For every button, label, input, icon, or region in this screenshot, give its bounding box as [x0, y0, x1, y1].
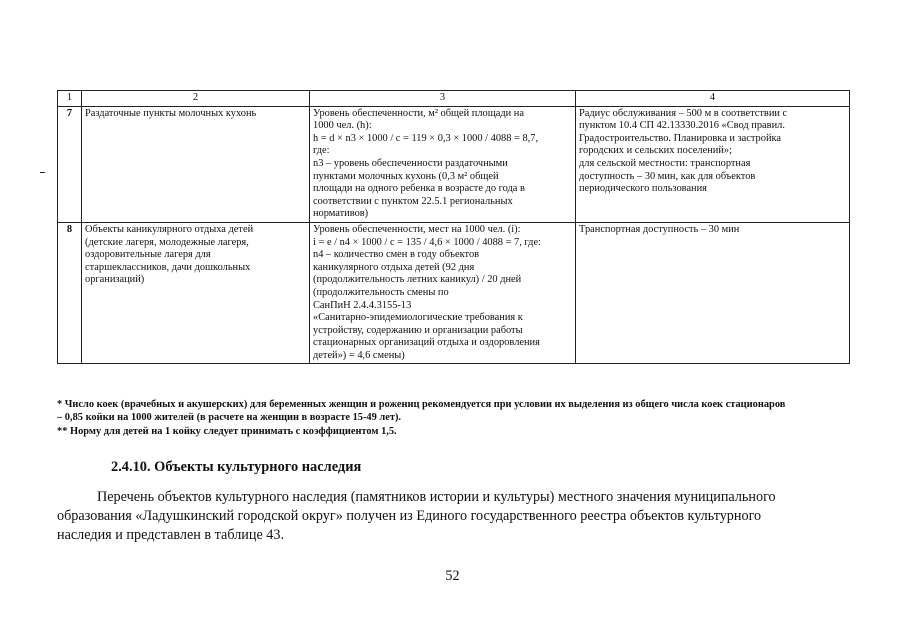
cell-line: n3 – уровень обеспеченности раздаточными	[313, 157, 508, 169]
row-number: 8	[58, 222, 82, 364]
footnote-line: ** Норму для детей на 1 койку следует принимать с коэффициентом 1,5.	[57, 425, 397, 437]
table-row	[58, 222, 850, 364]
cell-line: соответствии с пунктом 22.5.1 региональных	[313, 195, 513, 207]
cell-line: организаций)	[85, 274, 145, 286]
cell-line: детей») = 4,6 смены)	[313, 349, 405, 361]
cell-line: городских и сельских поселений»;	[579, 145, 732, 157]
cell-line: оздоровительные лагеря для	[85, 249, 211, 261]
cell-line: устройству, содержанию и организации работы	[313, 324, 523, 336]
col-header-2: 2	[82, 91, 310, 107]
cell-line: Уровень обеспеченности, м² общей площади на	[313, 107, 524, 119]
col-header-1: 1	[58, 91, 82, 107]
page-number: 52	[445, 568, 460, 584]
footnotes	[57, 398, 849, 438]
formula-cell	[310, 222, 576, 364]
cell-line: стационарных организаций отдыха и оздоровления	[313, 337, 540, 349]
cell-line: где:	[313, 145, 330, 157]
cell-line: h = d × n3 × 1000 / c = 119 × 0,3 × 1000 / 4088 = 8,7,	[313, 132, 539, 144]
formula-cell	[310, 106, 576, 222]
cell-line: старшеклассников, дачи дошкольных	[85, 261, 251, 273]
cell-line: пунктом 10.4 СП 42.13330.2016 «Свод правил.	[579, 120, 785, 132]
cell-line: Радиус обслуживания – 500 м в соответствии с	[579, 107, 788, 119]
cell-line: периодического пользования	[579, 183, 707, 195]
paragraph-line: наследия и представлен в таблице 43.	[57, 527, 285, 543]
col-header-3: 3	[310, 91, 576, 107]
body-paragraph	[57, 488, 847, 545]
cell-line: нормативов)	[313, 208, 369, 220]
cell-line: Градостроительство. Планировка и застройка	[579, 132, 782, 144]
cell-line: СанПиН 2.4.4.3155-13	[313, 299, 412, 311]
facility-name-cell	[82, 106, 310, 222]
paragraph-line: Перечень объектов культурного наследия (памятников истории и культуры) местного значения муниципального	[97, 489, 776, 505]
cell-line: Раздаточные пункты молочных кухонь	[85, 107, 257, 119]
cell-line: 1000 чел. (h):	[313, 120, 372, 132]
cell-line: (продолжительность летних каникул) / 20 дней	[313, 274, 522, 286]
cell-line: Уровень обеспеченности, мест на 1000 чел. (i):	[313, 223, 521, 235]
table-header-row	[58, 91, 850, 107]
paragraph-line: образования «Ладушкинский городской округ» получен из Единого государственного реестра объектов культурного	[57, 508, 762, 524]
cell-line: i = e / n4 × 1000 / c = 135 / 4,6 × 1000 / 4088 = 7, где:	[313, 236, 541, 248]
margin-mark	[40, 172, 45, 173]
cell-line: Объекты каникулярного отдыха детей	[85, 223, 254, 235]
cell-line: (детские лагеря, молодежные лагеря,	[85, 236, 249, 248]
cell-line: доступность – 30 мин, как для объектов	[579, 170, 756, 182]
facility-name-cell	[82, 222, 310, 364]
cell-line: площади на одного ребенка в возрасте до года в	[313, 183, 525, 195]
notes-cell	[576, 222, 850, 364]
cell-line: для сельской местности: транспортная	[579, 157, 751, 169]
cell-line: (продолжительность смены по	[313, 286, 449, 298]
table-row	[58, 106, 850, 222]
cell-line: «Санитарно-эпидемиологические требования к	[313, 312, 523, 324]
norms-table	[57, 90, 850, 364]
notes-cell	[576, 106, 850, 222]
footnote-line: * Число коек (врачебных и акушерских) для беременных женщин и рожениц рекомендуется при условии их выделения из общего числа коек стационаров	[57, 399, 786, 410]
cell-line: n4 – количество смен в году объектов	[313, 249, 480, 261]
cell-line: каникулярного отдыха детей (92 дня	[313, 261, 475, 273]
cell-line: пунктами молочных кухонь (0,3 м² общей	[313, 170, 499, 182]
col-header-4: 4	[576, 91, 850, 107]
section-heading: 2.4.10. Объекты культурного наследия	[111, 459, 362, 475]
cell-line: Транспортная доступность – 30 мин	[579, 223, 740, 235]
row-number: 7	[58, 106, 82, 222]
footnote-line: – 0,85 койки на 1000 жителей (в расчете на женщин в возрасте 15-49 лет).	[57, 412, 402, 424]
